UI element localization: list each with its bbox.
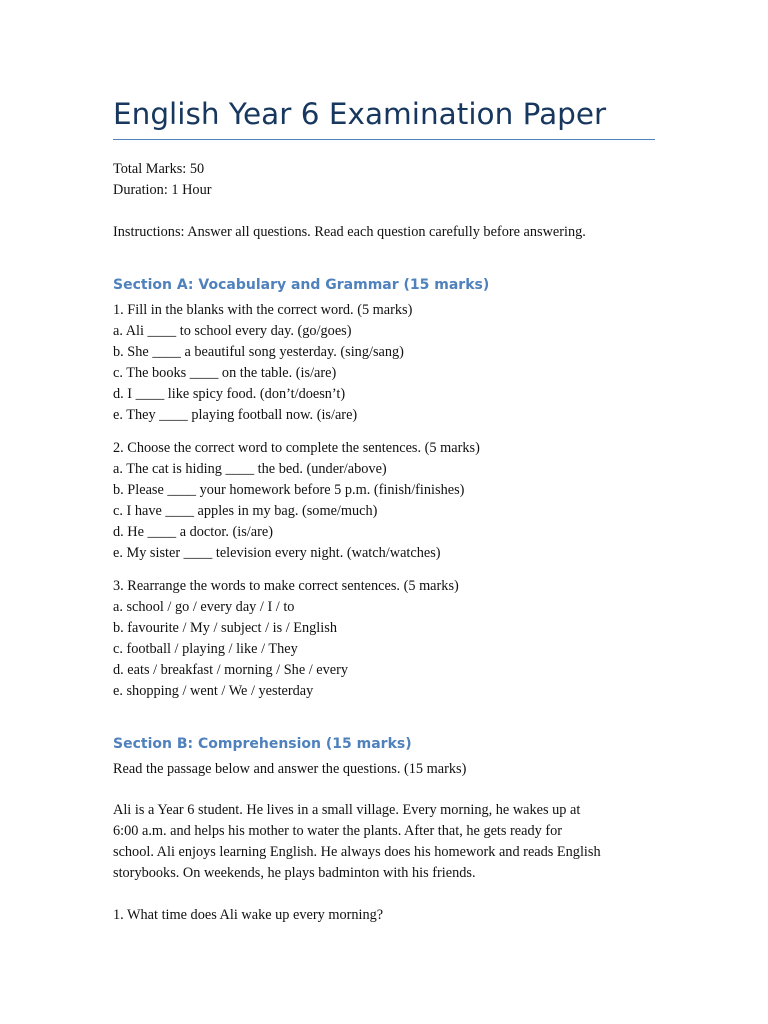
question-3-item-d: d. eats / breakfast / morning / She / every — [113, 662, 349, 678]
question-1-item-e: e. They ____ playing football now. (is/are) — [113, 407, 358, 423]
comprehension-question-1: 1. What time does Ali wake up every morning? — [113, 907, 384, 923]
question-3-prompt: 3. Rearrange the words to make correct sentences. (5 marks) — [113, 578, 459, 594]
question-3-item-c: c. football / playing / like / They — [113, 641, 298, 657]
question-2-item-c: c. I have ____ apples in my bag. (some/much) — [113, 503, 378, 519]
duration: Duration: 1 Hour — [113, 182, 212, 198]
instructions: Instructions: Answer all questions. Read each question carefully before answering. — [113, 224, 586, 240]
passage-line-3: school. Ali enjoys learning English. He always does his homework and reads English — [113, 844, 601, 860]
passage-line-1: Ali is a Year 6 student. He lives in a small village. Every morning, he wakes up at — [113, 802, 581, 818]
section-b-heading: Section B: Comprehension (15 marks) — [113, 736, 412, 752]
section-a-heading: Section A: Vocabulary and Grammar (15 marks) — [113, 277, 490, 293]
question-1-item-c: c. The books ____ on the table. (is/are) — [113, 365, 337, 381]
question-2-prompt: 2. Choose the correct word to complete the sentences. (5 marks) — [113, 440, 480, 456]
question-3-item-a: a. school / go / every day / I / to — [113, 599, 295, 615]
comprehension-intro: Read the passage below and answer the questions. (15 marks) — [113, 761, 467, 777]
question-3-item-e: e. shopping / went / We / yesterday — [113, 683, 314, 699]
question-1-item-b: b. She ____ a beautiful song yesterday. (sing/sang) — [113, 344, 404, 360]
passage-line-2: 6:00 a.m. and helps his mother to water the plants. After that, he gets ready for — [113, 823, 563, 839]
question-2-item-d: d. He ____ a doctor. (is/are) — [113, 524, 273, 540]
question-2-item-e: e. My sister ____ television every night. (watch/watches) — [113, 545, 441, 561]
total-marks: Total Marks: 50 — [113, 161, 205, 177]
passage-line-4: storybooks. On weekends, he plays badminton with his friends. — [113, 865, 476, 881]
question-1-prompt: 1. Fill in the blanks with the correct word. (5 marks) — [113, 302, 413, 318]
title-underline — [113, 139, 655, 140]
question-3-item-b: b. favourite / My / subject / is / English — [113, 620, 337, 636]
question-2-item-b: b. Please ____ your homework before 5 p.m. (finish/finishes) — [113, 482, 465, 498]
question-1-item-d: d. I ____ like spicy food. (don’t/doesn’t) — [113, 386, 346, 402]
question-2-item-a: a. The cat is hiding ____ the bed. (under/above) — [113, 461, 387, 477]
question-1-item-a: a. Ali ____ to school every day. (go/goes) — [113, 323, 352, 339]
page-title: English Year 6 Examination Paper — [113, 97, 607, 131]
